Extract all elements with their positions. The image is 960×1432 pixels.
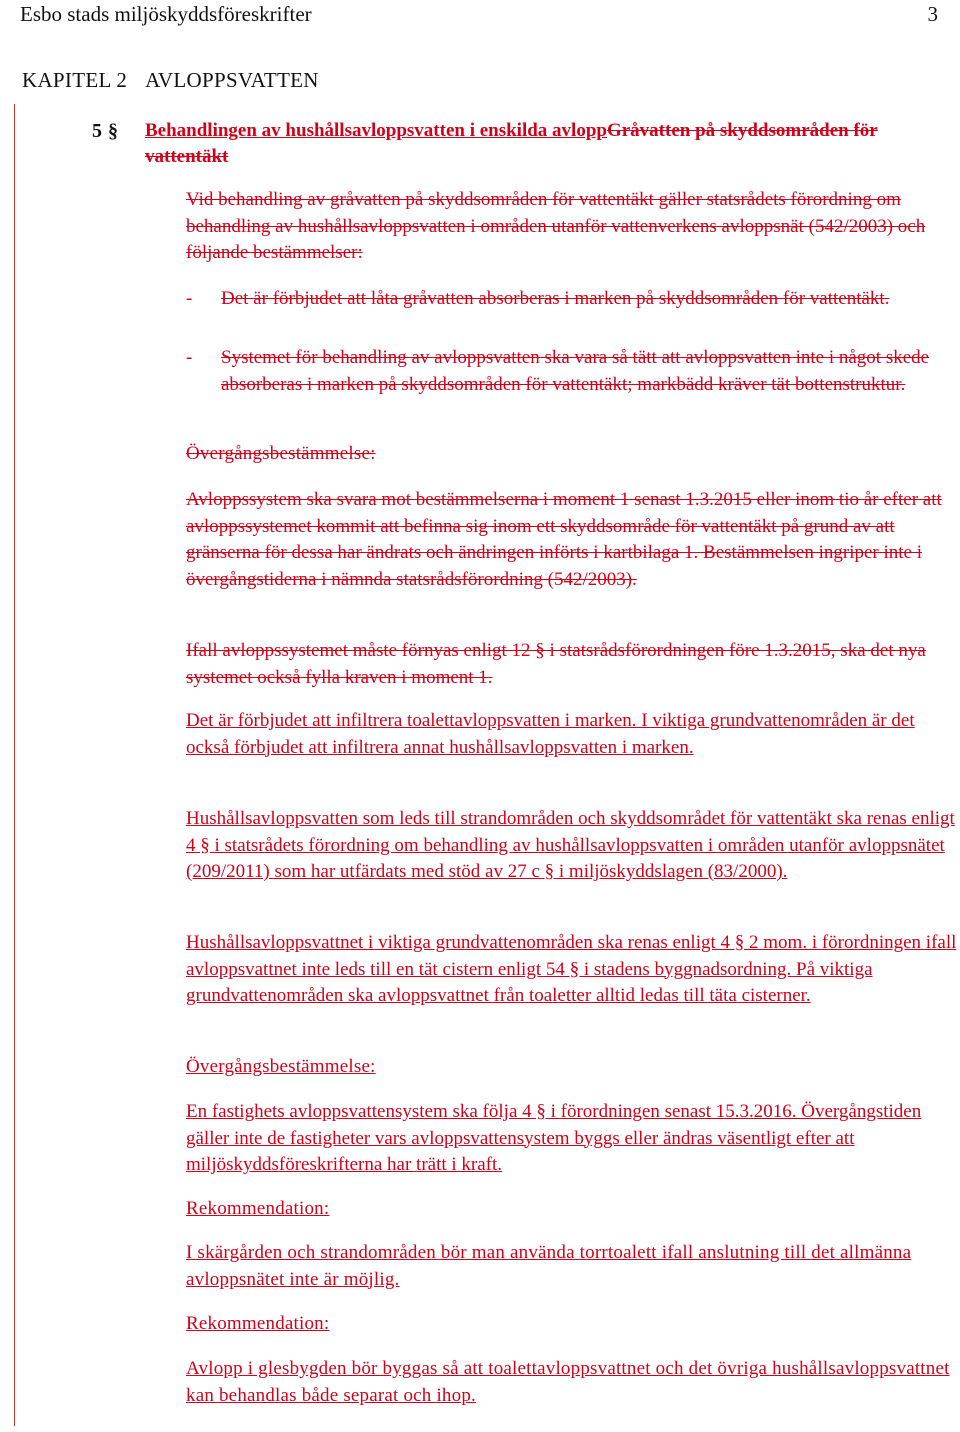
recommendation-label-2: Rekommendation:	[186, 1313, 330, 1334]
chapter-number: KAPITEL 2	[22, 68, 128, 92]
deleted-bullet-2	[186, 345, 960, 398]
revision-change-bar	[14, 104, 15, 1426]
page-header	[20, 1, 938, 28]
section-title-deleted: Gråvatten på skyddsområden för vattentäkt	[145, 120, 878, 167]
chapter-heading	[22, 67, 319, 94]
inserted-transition-label: Övergångsbestämmelse:	[186, 1056, 376, 1077]
deleted-bullet-1-text: Det är förbjudet att låta gråvatten absorberas i marken på skyddsområden för vattentäkt.	[221, 288, 890, 309]
section-title-inserted: Behandlingen av hushållsavloppsvatten i enskilda avlopp	[145, 120, 607, 141]
deleted-intro-paragraph: Vid behandling av gråvatten på skyddsområden för vattentäkt gäller statsrådets förordning om behandling av hushållsavloppsvatten i områden utanför vattenverkens avloppsnät (542/2003) och följande bestämmelser:	[186, 189, 926, 263]
deleted-bullet-1	[186, 286, 960, 313]
inserted-paragraph-3: Hushållsavloppsvattnet i viktiga grundvattenområden ska renas enligt 4 § 2 mom. i förordningen ifall avloppsvattnet inte leds till en tät cistern enligt 54 § i stadens byggnadsordning. På viktiga grundvattenområden ska avloppsvattnet från toaletter alltid ledas till täta cisterner.	[186, 932, 957, 1006]
document-title: Esbo stads miljöskyddsföreskrifter	[20, 2, 312, 26]
inserted-transition-text: En fastighets avloppsvattensystem ska följa 4 § i förordningen senast 15.3.2016. Övergångstiden gäller inte de fastigheter vars avloppsvattensystem byggs eller ändras väsentligt efter att miljöskyddsföreskrifterna har trätt i kraft.	[186, 1101, 922, 1175]
recommendation-text-2: Avlopp i glesbygden bör byggas så att toalettavloppsvattnet och det övriga hushållsavloppsvattnet kan behandlas både separat och ihop.	[186, 1358, 950, 1406]
deleted-transition-label: Övergångsbestämmelse:	[186, 443, 376, 464]
deleted-renewal-text: Ifall avloppssystemet måste förnyas enligt 12 § i statsrådsförordningen före 1.3.2015, ska det nya systemet också fylla kraven i moment 1.	[186, 640, 926, 688]
bullet-dash: -	[186, 347, 193, 368]
inserted-paragraph-2: Hushållsavloppsvatten som leds till strandområden och skyddsområdet för vattentäkt ska renas enligt 4 § i statsrådets förordning om behandling av hushållsavloppsvatten i områden utanför avloppsnätet (209/2011) som har utfärdats med stöd av 27 c § i miljöskyddslagen (83/2000).	[186, 808, 955, 882]
bullet-dash: -	[186, 288, 193, 309]
section-number: 5	[92, 120, 102, 142]
inserted-paragraph-1: Det är förbjudet att infiltrera toalettavloppsvatten i marken. I viktiga grundvattenområden är det också förbjudet att infiltrera annat hushållsavloppsvatten i marken.	[186, 710, 915, 758]
deleted-transition-text: Avloppssystem ska svara mot bestämmelserna i moment 1 senast 1.3.2015 eller inom tio år efter att avloppssystemet kommit att befinna sig inom ett skyddsområde för vattentäkt på grund av att gränserna för dessa har ändrats och ändringen införts i kartbilaga 1. Bestämmelsen ingriper inte i övergångstiderna i nämnda statsrådsförordning (542/2003).	[186, 489, 942, 590]
page-number: 3	[927, 2, 938, 26]
section-title	[145, 118, 935, 170]
chapter-title: AVLOPPSVATTEN	[145, 68, 319, 92]
recommendation-label-1: Rekommendation:	[186, 1198, 330, 1219]
deleted-bullet-2-text: Systemet för behandling av avloppsvatten ska vara så tätt att avloppsvatten inte i något skede absorberas i marken på skyddsområden för vattentäkt; markbädd kräver tät bottenstruktur.	[221, 347, 930, 395]
section-symbol: §	[108, 120, 118, 142]
recommendation-text-1: I skärgården och strandområden bör man använda torrtoalett ifall anslutning till det allmänna avloppsnätet inte är möjlig.	[186, 1242, 912, 1290]
